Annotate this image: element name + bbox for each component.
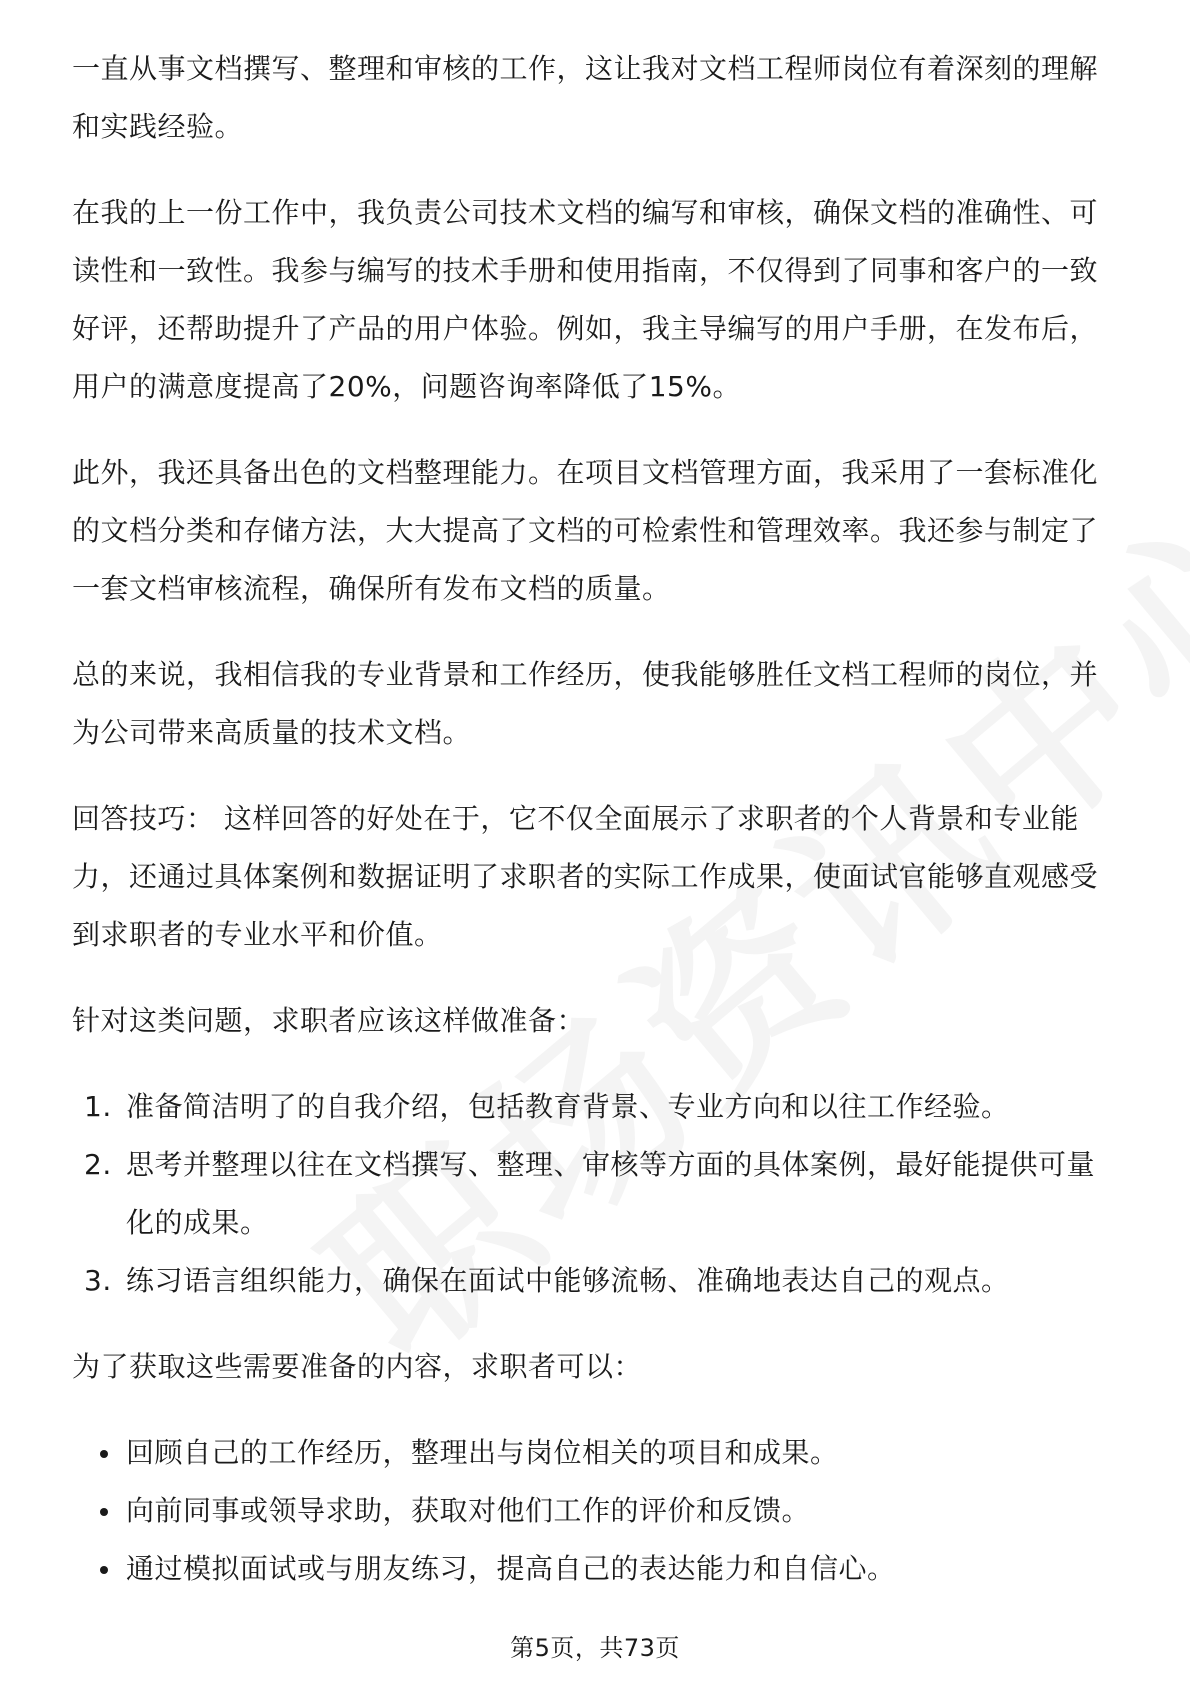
list-item [72, 1482, 1122, 1540]
list-number: 2. [84, 1148, 112, 1181]
paragraph-tips: 回答技巧： 这样回答的好处在于，它不仅全面展示了求职者的个人背景和专业能力，还通过具体案例和数据证明了求职者的实际工作成果，使面试官能够直观感受到求职者的专业水平和价值。 [72, 802, 1099, 951]
numbered-list [72, 1078, 1122, 1310]
list-number: 3. [84, 1264, 112, 1297]
paragraph-preparation-intro: 针对这类问题，求职者应该这样做准备： [72, 1004, 586, 1037]
paragraph-how-to-obtain: 为了获取这些需要准备的内容，求职者可以： [72, 1350, 643, 1383]
list-number: 1. [84, 1090, 112, 1123]
list-item-text: 向前同事或领导求助，获取对他们工作的评价和反馈。 [126, 1494, 811, 1527]
paragraph-previous-job: 在我的上一份工作中，我负责公司技术文档的编写和审核，确保文档的准确性、可读性和一致性。我参与编写的技术手册和使用指南，不仅得到了同事和客户的一致好评，还帮助提升了产品的用户体验。例如，我主导编写的用户手册，在发布后，用户的满意度提高了20%，问题咨询率降低了15%。 [72, 196, 1099, 403]
paragraph-summary: 总的来说，我相信我的专业背景和工作经历，使我能够胜任文档工程师的岗位，并为公司带来高质量的技术文档。 [72, 658, 1099, 749]
list-item-text: 回顾自己的工作经历，整理出与岗位相关的项目和成果。 [126, 1436, 839, 1469]
bullet-icon [100, 1450, 108, 1458]
paragraph-organizing: 此外，我还具备出色的文档整理能力。在项目文档管理方面，我采用了一套标准化的文档分类和存储方法，大大提高了文档的可检索性和管理效率。我还参与制定了一套文档审核流程，确保所有发布文档的质量。 [72, 456, 1099, 605]
list-item [72, 1136, 1122, 1252]
list-item [72, 1424, 1122, 1482]
paragraph-intro: 一直从事文档撰写、整理和审核的工作，这让我对文档工程师岗位有着深刻的理解和实践经验。 [72, 52, 1099, 143]
list-item-text: 准备简洁明了的自我介绍，包括教育背景、专业方向和以往工作经验。 [126, 1090, 1010, 1123]
page-footer: 第5页，共73页 [510, 1634, 680, 1662]
list-item [72, 1252, 1122, 1310]
bullet-icon [100, 1566, 108, 1574]
list-item-text: 通过模拟面试或与朋友练习，提高自己的表达能力和自信心。 [126, 1552, 896, 1585]
list-item-text: 思考并整理以往在文档撰写、整理、审核等方面的具体案例，最好能提供可量化的成果。 [126, 1148, 1096, 1239]
document-body [72, 40, 1122, 1626]
list-item [72, 1540, 1122, 1598]
bullet-list [72, 1424, 1122, 1598]
list-item-text: 练习语言组织能力，确保在面试中能够流畅、准确地表达自己的观点。 [126, 1264, 1010, 1297]
bullet-icon [100, 1508, 108, 1516]
list-item [72, 1078, 1122, 1136]
